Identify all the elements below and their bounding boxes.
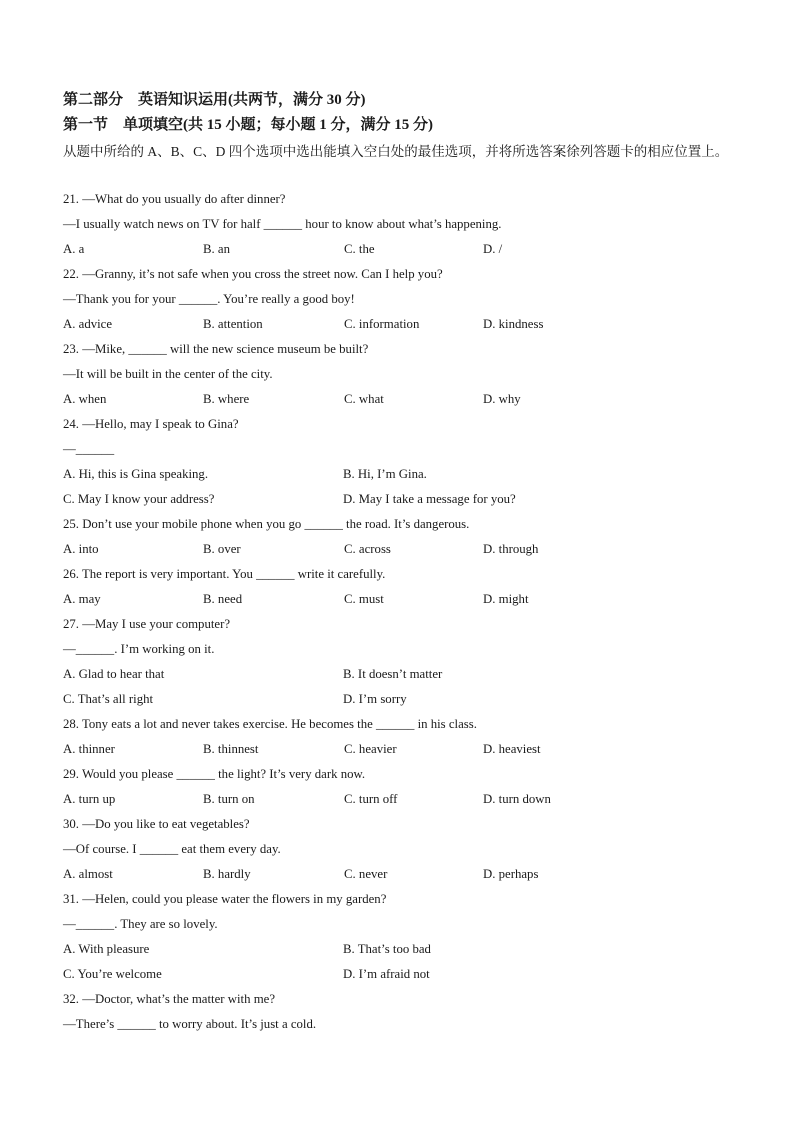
option-c[interactable]: C. May I know your address? <box>63 492 215 506</box>
question-list <box>63 188 743 1038</box>
question-line: —______. I’m working on it. <box>63 642 215 656</box>
option-d[interactable]: D. May I take a message for you? <box>343 492 516 506</box>
option-d[interactable]: D. might <box>483 592 529 606</box>
question-item <box>63 338 743 413</box>
question-line: —Of course. I ______ eat them every day. <box>63 842 281 856</box>
instructions: 从题中所给的 A、B、C、D 四个选项中选出能填入空白处的最佳选项，并将所选答案徐列答题卡的相应位置上。 <box>63 144 729 159</box>
question-stem: 27. —May I use your computer? <box>63 617 231 631</box>
option-c[interactable]: C. heavier <box>344 742 397 756</box>
question-line: —It will be built in the center of the city. <box>63 367 273 381</box>
question-stem: 30. —Do you like to eat vegetables? <box>63 817 250 831</box>
option-b[interactable]: B. hardly <box>203 867 251 881</box>
question-line: —______ <box>63 442 115 456</box>
option-a[interactable]: A. may <box>63 592 101 606</box>
option-a[interactable]: A. a <box>63 242 85 256</box>
section-title: 第二部分 英语知识运用(共两节，满分 30 分) <box>63 92 366 108</box>
question-stem: 23. —Mike, ______ will the new science museum be built? <box>63 342 369 356</box>
question-stem: 29. Would you please ______ the light? It’s very dark now. <box>63 767 366 781</box>
option-b[interactable]: B. It doesn’t matter <box>343 667 443 681</box>
question-stem: 22. —Granny, it’s not safe when you cross the street now. Can I help you? <box>63 267 443 281</box>
options-row <box>63 463 743 488</box>
options-row <box>63 963 743 988</box>
question-stem: 26. The report is very important. You ______ write it carefully. <box>63 567 386 581</box>
option-a[interactable]: A. into <box>63 542 99 556</box>
option-a[interactable]: A. Glad to hear that <box>63 667 165 681</box>
option-c[interactable]: C. turn off <box>344 792 398 806</box>
question-item <box>63 988 743 1038</box>
option-c[interactable]: C. That’s all right <box>63 692 154 706</box>
options-row <box>63 588 743 613</box>
option-c[interactable]: C. never <box>344 867 388 881</box>
question-item <box>63 613 743 713</box>
option-c[interactable]: C. information <box>344 317 420 331</box>
option-c[interactable]: C. You’re welcome <box>63 967 162 981</box>
option-b[interactable]: B. attention <box>203 317 263 331</box>
question-line: —Thank you for your ______. You’re really a good boy! <box>63 292 355 306</box>
option-a[interactable]: A. turn up <box>63 792 116 806</box>
option-d[interactable]: D. / <box>483 242 503 256</box>
question-stem: 25. Don’t use your mobile phone when you go ______ the road. It’s dangerous. <box>63 517 470 531</box>
options-row <box>63 488 743 513</box>
option-b[interactable]: B. where <box>203 392 250 406</box>
option-a[interactable]: A. almost <box>63 867 113 881</box>
question-item <box>63 413 743 513</box>
option-a[interactable]: A. advice <box>63 317 113 331</box>
option-b[interactable]: B. thinnest <box>203 742 259 756</box>
option-b[interactable]: B. turn on <box>203 792 255 806</box>
question-item <box>63 563 743 613</box>
option-c[interactable]: C. across <box>344 542 391 556</box>
options-row <box>63 313 743 338</box>
question-item <box>63 813 743 888</box>
options-row <box>63 788 743 813</box>
question-item <box>63 713 743 763</box>
option-a[interactable]: A. Hi, this is Gina speaking. <box>63 467 209 481</box>
option-b[interactable]: B. need <box>203 592 243 606</box>
question-stem: 28. Tony eats a lot and never takes exercise. He becomes the ______ in his class. <box>63 717 477 731</box>
option-a[interactable]: A. thinner <box>63 742 115 756</box>
question-item <box>63 763 743 813</box>
options-row <box>63 738 743 763</box>
option-d[interactable]: D. through <box>483 542 539 556</box>
section-subtitle: 第一节 单项填空(共 15 小题；每小题 1 分，满分 15 分) <box>63 117 433 133</box>
options-row <box>63 663 743 688</box>
option-a[interactable]: A. With pleasure <box>63 942 150 956</box>
question-line: —There’s ______ to worry about. It’s just a cold. <box>63 1017 317 1031</box>
options-row <box>63 863 743 888</box>
options-row <box>63 538 743 563</box>
option-a[interactable]: A. when <box>63 392 107 406</box>
question-stem: 21. —What do you usually do after dinner? <box>63 192 286 206</box>
question-item <box>63 513 743 563</box>
options-row <box>63 238 743 263</box>
option-b[interactable]: B. over <box>203 542 241 556</box>
option-d[interactable]: D. I’m sorry <box>343 692 407 706</box>
option-c[interactable]: C. must <box>344 592 384 606</box>
option-b[interactable]: B. Hi, I’m Gina. <box>343 467 427 481</box>
option-c[interactable]: C. the <box>344 242 375 256</box>
option-d[interactable]: D. turn down <box>483 792 551 806</box>
options-row <box>63 938 743 963</box>
option-d[interactable]: D. I’m afraid not <box>343 967 430 981</box>
options-row <box>63 388 743 413</box>
question-item <box>63 188 743 263</box>
question-item <box>63 888 743 988</box>
question-stem: 32. —Doctor, what’s the matter with me? <box>63 992 276 1006</box>
option-d[interactable]: D. heaviest <box>483 742 541 756</box>
option-b[interactable]: B. an <box>203 242 231 256</box>
option-d[interactable]: D. why <box>483 392 521 406</box>
option-d[interactable]: D. perhaps <box>483 867 539 881</box>
option-b[interactable]: B. That’s too bad <box>343 942 431 956</box>
options-row <box>63 688 743 713</box>
question-line: —I usually watch news on TV for half ______ hour to know about what’s happening. <box>63 217 502 231</box>
question-item <box>63 263 743 338</box>
question-stem: 24. —Hello, may I speak to Gina? <box>63 417 239 431</box>
question-line: —______. They are so lovely. <box>63 917 218 931</box>
option-d[interactable]: D. kindness <box>483 317 544 331</box>
option-c[interactable]: C. what <box>344 392 384 406</box>
question-stem: 31. —Helen, could you please water the flowers in my garden? <box>63 892 387 906</box>
